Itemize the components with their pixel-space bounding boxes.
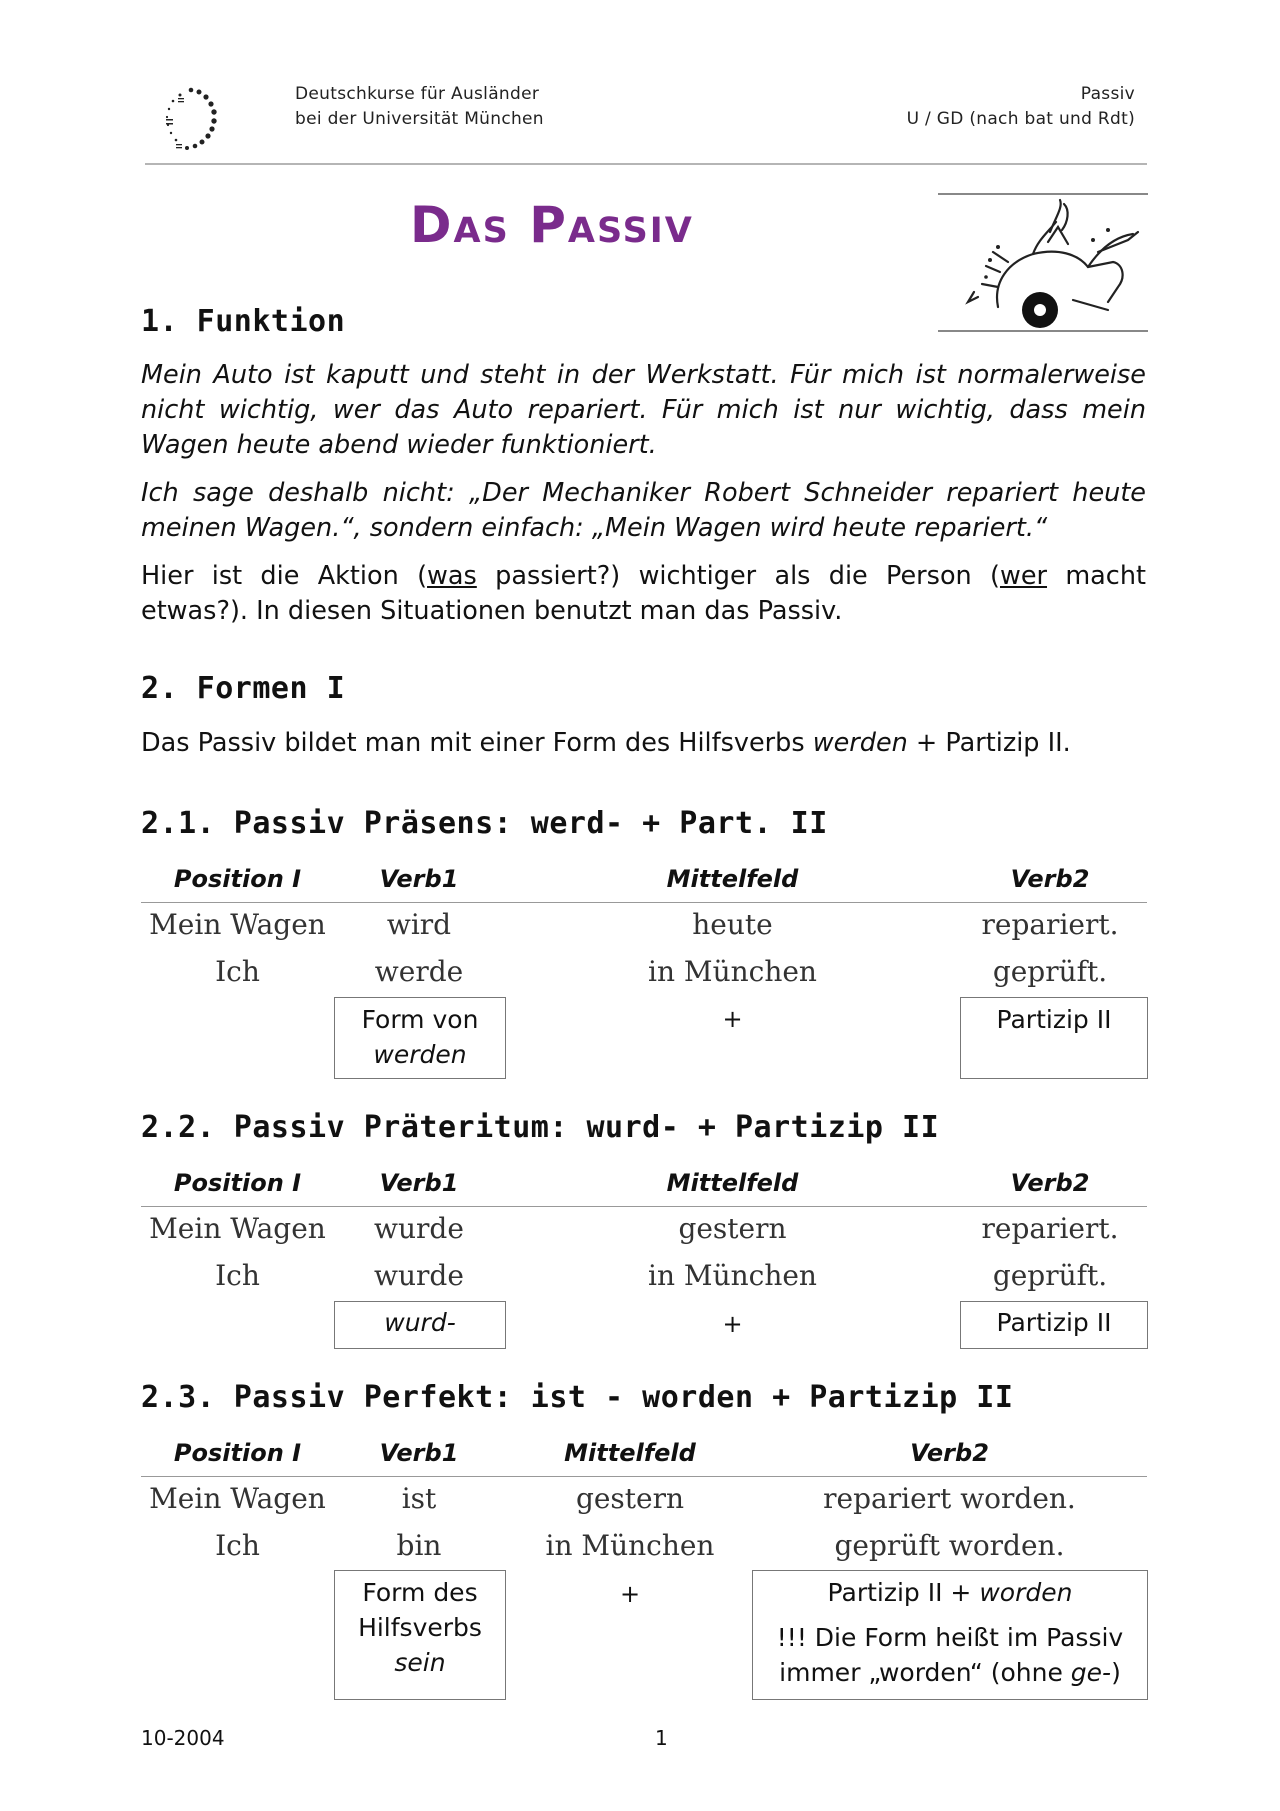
formen-text-b: + Partizip II. [907, 728, 1071, 758]
institution-name [295, 82, 544, 132]
table2-row2-verb2: geprüft. [992, 1259, 1108, 1292]
explanation-text-a: Hier ist die Aktion ( [141, 561, 428, 591]
table1-row1-verb1: wird [386, 908, 452, 941]
paragraph-explanation [141, 559, 1146, 629]
table2-box-verb2-text: Partizip II [996, 1308, 1112, 1337]
table3-header-mittelfeld: Mittelfeld [564, 1439, 696, 1467]
table2-box-verb2 [960, 1301, 1148, 1349]
table3-plus: + [619, 1580, 641, 1608]
paragraph-example-car: Mein Auto ist kaputt und steht in der Werkstatt. Für mich ist normalerweise nicht wichtig, wer das Auto repariert. Für mich ist nur wichtig, dass mein Wagen heute abend wieder funktioniert. [141, 360, 1146, 460]
table2-row1-verb2: repariert. [981, 1212, 1119, 1245]
table3-row2-position: Ich [215, 1529, 260, 1562]
table1-box-verb1 [334, 997, 506, 1079]
footer-date: 10-2004 [141, 1726, 225, 1750]
document-authors: U / GD (nach bat und Rdt) [906, 109, 1135, 129]
table2-header-mittelfeld: Mittelfeld [666, 1169, 799, 1197]
section-heading-praeteritum: 2.2. Passiv Präteritum: wurd- + Partizip II [141, 1110, 940, 1145]
table2-row1-position: Mein Wagen [149, 1212, 326, 1245]
table1-header-mittelfeld: Mittelfeld [666, 865, 799, 893]
table3-box-verb2-worden: worden [979, 1578, 1073, 1607]
table3-row1-position: Mein Wagen [149, 1482, 326, 1515]
formen-text-werden: werden [812, 728, 908, 758]
table1-row2-verb2: geprüft. [992, 955, 1108, 988]
table1-row1-position: Mein Wagen [149, 908, 326, 941]
formen-text-a: Das Passiv bildet man mit einer Form des Hilfsverbs [141, 728, 813, 758]
table1-row2-mittelfeld: in München [648, 955, 817, 988]
institution-line-2: bei der Universität München [295, 109, 544, 129]
document-info [907, 82, 1135, 132]
table3-note-ge: ge- [1070, 1658, 1112, 1687]
table3-header-verb1: Verb1 [379, 1439, 459, 1467]
car-mechanic-illustration [938, 192, 1148, 335]
table1-row1-mittelfeld: heute [692, 908, 773, 941]
table1-box-verb1-line1: Form von [361, 1005, 479, 1034]
table1-header-position: Position I [173, 865, 302, 893]
table3-note-text-b: ) [1111, 1658, 1121, 1687]
table2-row2-verb1: wurde [374, 1259, 464, 1292]
paragraph-formen [141, 726, 1146, 761]
table1-header-verb1: Verb1 [379, 865, 459, 893]
table3-note-text-a: !!! Die Form heißt im Passiv immer „worden“ (ohne [776, 1623, 1124, 1687]
institution-logo [158, 84, 228, 156]
table3-header-position: Position I [173, 1439, 302, 1467]
table1-row2-verb1: werde [374, 955, 464, 988]
table3-header-verb2: Verb2 [910, 1439, 989, 1467]
table3-box-verb1-line3: sein [394, 1648, 446, 1677]
table3-row1-verb1: ist [401, 1482, 437, 1515]
table1-header-rule [141, 902, 1147, 903]
explanation-word-was: was [427, 561, 477, 591]
table1-box-verb1-line2: werden [373, 1040, 467, 1069]
table2-row1-verb1: wurde [374, 1212, 464, 1245]
table1-plus: + [722, 1005, 743, 1033]
institution-line-1: Deutschkurse für Ausländer [295, 84, 540, 104]
document-topic: Passiv [1080, 84, 1135, 104]
header-divider [145, 163, 1147, 165]
table2-box-verb1-text: wurd- [384, 1308, 456, 1337]
section-heading-praesens: 2.1. Passiv Präsens: werd- + Part. II [141, 806, 828, 841]
table3-box-verb1 [334, 1570, 506, 1700]
table3-row2-verb1: bin [396, 1529, 442, 1562]
table3-header-rule [141, 1476, 1147, 1477]
table3-box-verb2-partizip: Partizip II + [827, 1578, 980, 1607]
table2-plus: + [722, 1310, 743, 1338]
table2-row2-position: Ich [215, 1259, 260, 1292]
paragraph-example-sentence: Ich sage deshalb nicht: „Der Mechaniker Robert Schneider repariert heute meinen Wagen.“, sondern einfach: „Mein Wagen wird heute repariert.“ [141, 478, 1146, 543]
table1-box-verb2 [960, 997, 1148, 1079]
table1-row2-position: Ich [215, 955, 260, 988]
table3-row2-mittelfeld: in München [545, 1529, 715, 1562]
table3-box-verb1-line1: Form des [362, 1578, 478, 1607]
explanation-text-c: macht etwas?). In diesen Situationen benutzt man das Passiv. [141, 561, 1146, 626]
table3-box-verb2-title [753, 1575, 1147, 1610]
table3-row2-verb2: geprüft worden. [834, 1529, 1065, 1562]
section-heading-formen: 2. Formen I [141, 671, 346, 706]
table2-header-verb2: Verb2 [1010, 1169, 1090, 1197]
table3-box-verb2 [752, 1570, 1148, 1700]
table2-header-verb1: Verb1 [379, 1169, 459, 1197]
table3-row1-mittelfeld: gestern [575, 1482, 685, 1515]
table2-row2-mittelfeld: in München [648, 1259, 817, 1292]
explanation-word-wer: wer [999, 561, 1048, 591]
table3-row1-verb2: repariert worden. [823, 1482, 1076, 1515]
table1-header-verb2: Verb2 [1010, 865, 1090, 893]
table3-box-verb1-line2: Hilfsverbs [358, 1613, 482, 1642]
section-heading-funktion: 1. Funktion [141, 304, 346, 339]
page-title: Das Passiv [410, 196, 694, 254]
section-heading-perfekt: 2.3. Passiv Perfekt: ist - worden + Partizip II [141, 1380, 1014, 1415]
explanation-text-b: passiert?) wichtiger als die Person ( [476, 561, 1000, 591]
table2-box-verb1 [334, 1301, 506, 1349]
table2-header-rule [141, 1206, 1147, 1207]
table1-row1-verb2: repariert. [981, 908, 1119, 941]
table1-box-verb2-text: Partizip II [996, 1005, 1112, 1034]
table2-header-position: Position I [173, 1169, 302, 1197]
table2-row1-mittelfeld: gestern [678, 1212, 787, 1245]
page-number: 1 [655, 1726, 668, 1750]
table3-box-verb2-note [753, 1620, 1147, 1690]
